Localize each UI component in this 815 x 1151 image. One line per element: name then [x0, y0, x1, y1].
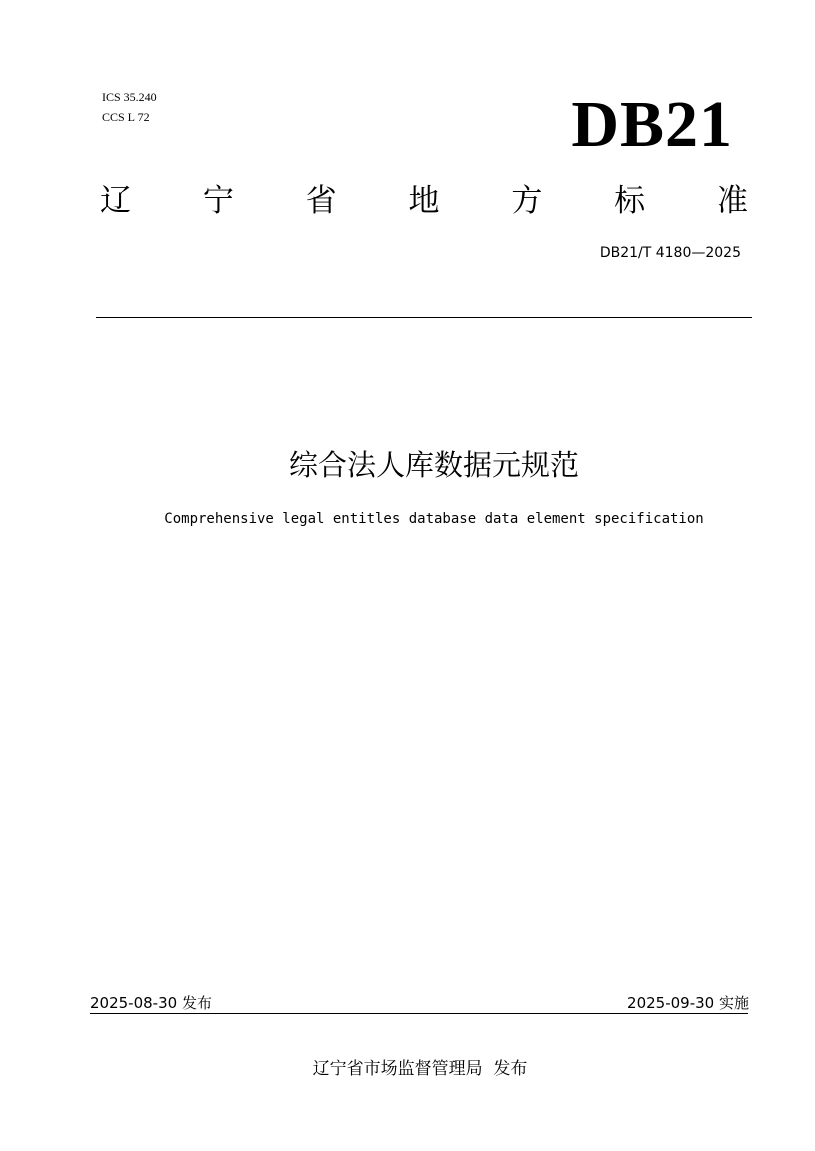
standard-type-char: 准 [716, 183, 748, 219]
implementation-date: 2025-09-30 实施 [627, 994, 749, 1012]
footer-divider [90, 1013, 748, 1014]
issuing-authority: 辽宁省市场监督管理局 发布 [312, 1059, 528, 1079]
publish-date: 2025-08-30 发布 [90, 994, 212, 1012]
document-title-english: Comprehensive legal entitles database data element specification [164, 511, 704, 527]
standard-type-char: 标 [614, 183, 646, 219]
header-divider [96, 317, 752, 318]
standard-number: DB21/T 4180—2025 [599, 245, 741, 261]
standard-type-char: 省 [305, 183, 337, 219]
standard-type-char: 方 [511, 183, 543, 219]
standard-type-title [100, 182, 748, 220]
standard-type-char: 辽 [100, 183, 131, 219]
ics-code: ICS 35.240 [102, 90, 157, 104]
ccs-code: CCS L 72 [102, 110, 150, 124]
standard-type-char: 宁 [202, 183, 234, 219]
standard-type-char: 地 [408, 183, 440, 219]
document-title-chinese: 综合法人库数据元规范 [288, 448, 579, 482]
db21-logo: DB21 [571, 88, 733, 161]
